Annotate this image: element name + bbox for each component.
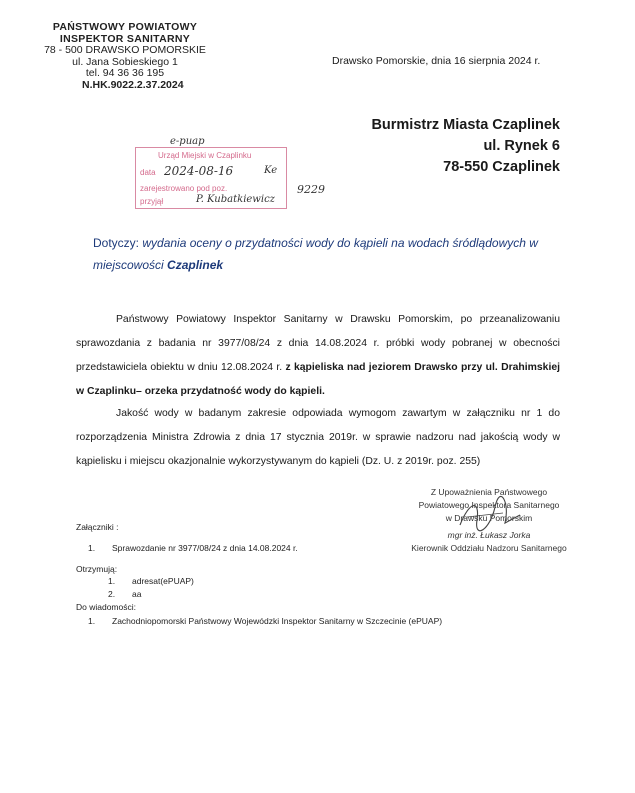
recipient-street: ul. Rynek 6 <box>483 138 560 154</box>
sender-stamp <box>30 22 220 91</box>
recipient-text: aa <box>132 589 142 599</box>
stamp-date: 2024-08-16 <box>164 164 234 178</box>
recipients-heading: Otrzymują: <box>76 564 118 574</box>
recipient-address <box>371 115 560 178</box>
signature-line3: w Drawsku Pomorskim <box>445 513 533 523</box>
subject-label: Dotyczy: <box>93 236 140 250</box>
for-information-text: Zachodniopomorski Państwowy Wojewódzki Inspektor Sanitarny w Szczecinie (ePUAP) <box>112 616 443 626</box>
attachment-text: Sprawozdanie nr 3977/08/24 z dnia 14.08.2024 r. <box>112 543 298 553</box>
place-date: Drawsko Pomorskie, dnia 16 sierpnia 2024 r. <box>332 55 541 67</box>
decision-paragraph <box>76 308 560 404</box>
subject-city: Czaplinek <box>167 258 224 272</box>
stamp-received-by: P. Kubatkiewicz <box>196 194 275 205</box>
sender-address: ul. Jana Sobieskiego 1 <box>72 55 178 68</box>
sender-line1: PAŃSTWOWY POWIATOWY <box>52 21 198 33</box>
subject-text: wydania oceny o przydatności wody do kąpieli na wodach śródlądowych w miejscowości <box>93 236 538 272</box>
stamp-registered-label: zarejestrowano pod poz. <box>140 184 228 193</box>
stamp-date-label: data <box>140 168 156 177</box>
stamp-received-label: przyjął <box>140 197 164 206</box>
sender-phone: tel. 94 36 36 195 <box>85 67 165 79</box>
sender-line3: 78 - 500 DRAWSKO POMORSKIE <box>44 44 206 56</box>
for-information-number: 1. <box>88 616 96 626</box>
recipient-item <box>108 587 141 601</box>
case-reference: N.HK.9022.2.37.2024 <box>82 78 184 91</box>
signature-line1: Z Upoważnienia Państwowego <box>430 487 548 497</box>
recipient-city: 78-550 Czaplinek <box>443 159 560 175</box>
compliance-text: Jakość wody w badanym zakresie odpowiada wymogom zawartym w załączniku nr 1 do rozporządzenia Ministra Zdrowia z dnia 17 stycznia 2019r. w sprawie nadzoru nad jakością wody w kąpielisku i miejscu okazjonalnie wykorzystywanym do kąpieli (Dz. U. z 2019r. poz. 255) <box>76 408 560 467</box>
registration-stamp <box>135 147 287 209</box>
recipient-text: adresat(ePUAP) <box>132 576 194 586</box>
registration-number: 9229 <box>297 183 325 196</box>
attachment-item <box>88 541 298 555</box>
compliance-paragraph <box>76 402 560 474</box>
recipient-number: 1. <box>108 576 116 586</box>
recipient-number: 2. <box>108 589 116 599</box>
stamp-initials: Ke <box>264 165 278 176</box>
recipient-item <box>108 574 194 588</box>
epuap-note: e-puap <box>170 136 205 147</box>
stamp-office: Urząd Miejski w Czaplinku <box>158 151 252 160</box>
handwritten-signature <box>455 495 525 535</box>
decision-bold-text: z kąpieliska nad jeziorem Drawsko przy ul. Drahimskiej w Czaplinku– orzeka przydatność wody do kąpieli. <box>76 362 561 397</box>
subject-line <box>93 232 545 276</box>
signature-line2: Powiatowego Inspektora Sanitarnego <box>418 500 560 510</box>
recipient-name: Burmistrz Miasta Czaplinek <box>371 117 560 133</box>
attachment-number: 1. <box>88 543 96 553</box>
sender-line2: INSPEKTOR SANITARNY <box>59 32 191 45</box>
signatory-name: mgr inż. Łukasz Jorka <box>447 530 531 540</box>
signatory-title: Kierownik Oddziału Nadzoru Sanitarnego <box>411 543 567 553</box>
decision-text: Państwowy Powiatowy Inspektor Sanitarny w Drawsku Pomorskim, po przeanalizowaniu sprawozdania z badania nr 3977/08/24 z dnia 14.08.2024 r. próbki wody pobranej w obecności przedstawiciela obiektu w dniu 12.08.2024 r. <box>76 314 560 373</box>
attachments-heading: Załączniki : <box>76 522 119 532</box>
for-information-heading: Do wiadomości: <box>76 602 136 612</box>
for-information-item <box>88 614 442 628</box>
